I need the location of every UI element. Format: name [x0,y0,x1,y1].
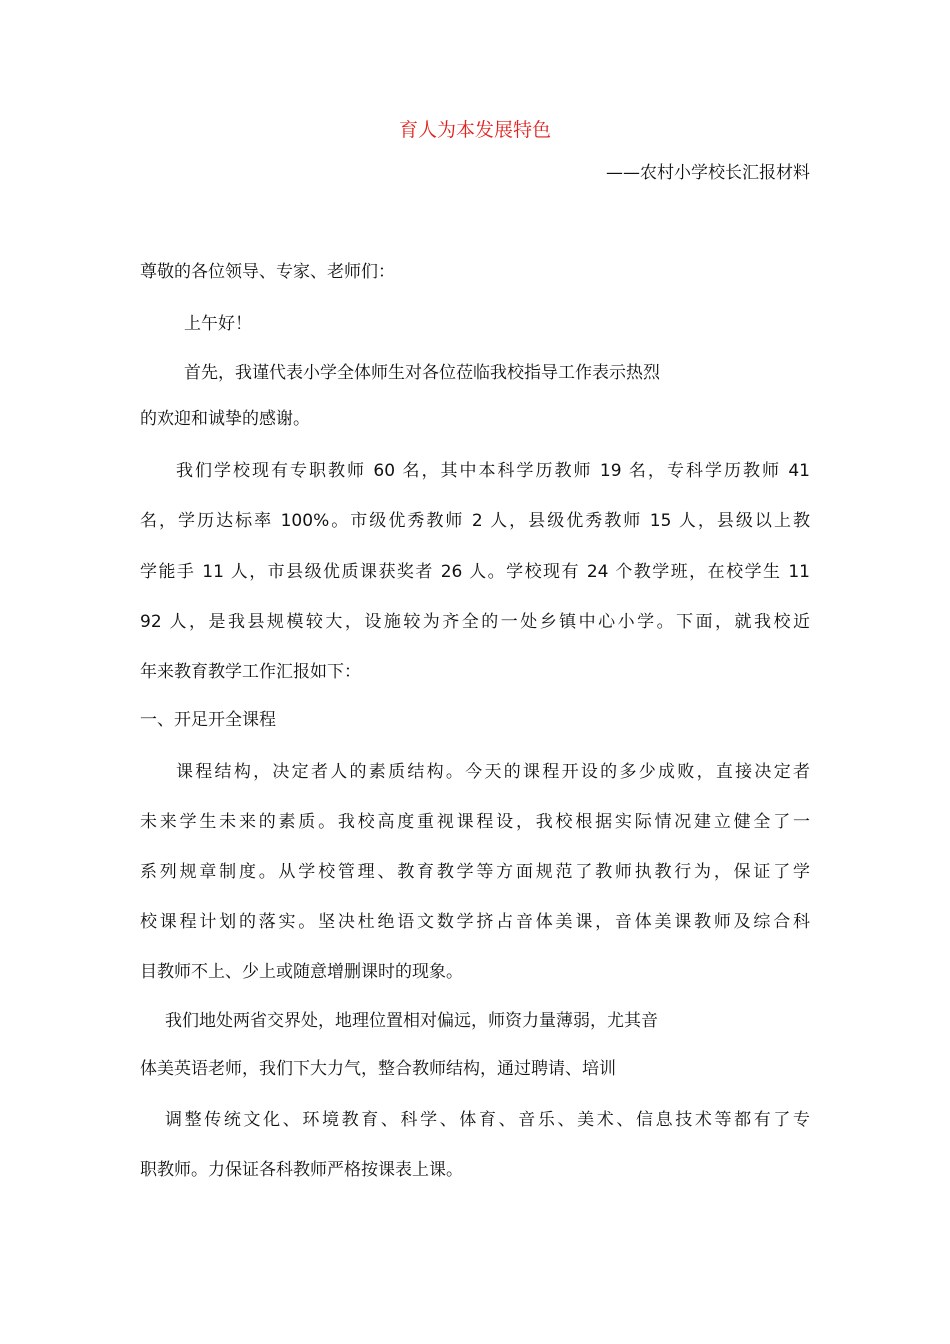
paragraph-line: 我们学校现有专职教师 60 名，其中本科学历教师 19 名，专科学历教师 41 [176,461,810,481]
paragraph-line: 系列规章制度。从学校管理、教育教学等方面规范了教师执教行为，保证了学 [140,862,810,882]
paragraph-line: 名，学历达标率 100%。市级优秀教师 2 人，县级优秀教师 15 人，县级以上教 [140,511,810,531]
paragraph-line: 体美英语老师，我们下大力气，整合教师结构，通过聘请、培训 [140,1059,616,1079]
paragraph-line: 92 人，是我县规模较大，设施较为齐全的一处乡镇中心小学。下面，就我校近 [140,612,810,632]
paragraph-line: 课程结构，决定者人的素质结构。今天的课程开设的多少成败，直接决定者 [176,762,810,782]
paragraph-line: 调整传统文化、环境教育、科学、体育、音乐、美术、信息技术等都有了专 [165,1110,810,1130]
paragraph-line: 首先，我谨代表小学全体师生对各位莅临我校指导工作表示热烈 [184,363,660,383]
paragraph-line: 学能手 11 人，市县级优质课获奖者 26 人。学校现有 24 个教学班，在校学生 11 [140,562,810,582]
paragraph-line: 我们地处两省交界处，地理位置相对偏远，师资力量薄弱，尤其音 [165,1011,658,1031]
paragraph-line: 校课程计划的落实。坚决杜绝语文数学挤占音体美课，音体美课教师及综合科 [140,912,810,932]
greeting: 上午好！ [184,314,252,334]
paragraph-line: 未来学生未来的素质。我校高度重视课程设，我校根据实际情况建立健全了一 [140,812,810,832]
document-title: 育人为本发展特色 [398,119,551,141]
salutation: 尊敬的各位领导、专家、老师们： [140,262,395,282]
paragraph-line: 年来教育教学工作汇报如下： [140,662,361,682]
document-subtitle: ——农村小学校长汇报材料 [606,163,810,183]
paragraph-line: 的欢迎和诚挚的感谢。 [140,409,310,429]
section-heading: 一、开足开全课程 [140,710,276,730]
paragraph-line: 职教师。力保证各科教师严格按课表上课。 [140,1160,463,1180]
paragraph-line: 目教师不上、少上或随意增删课时的现象。 [140,962,463,982]
